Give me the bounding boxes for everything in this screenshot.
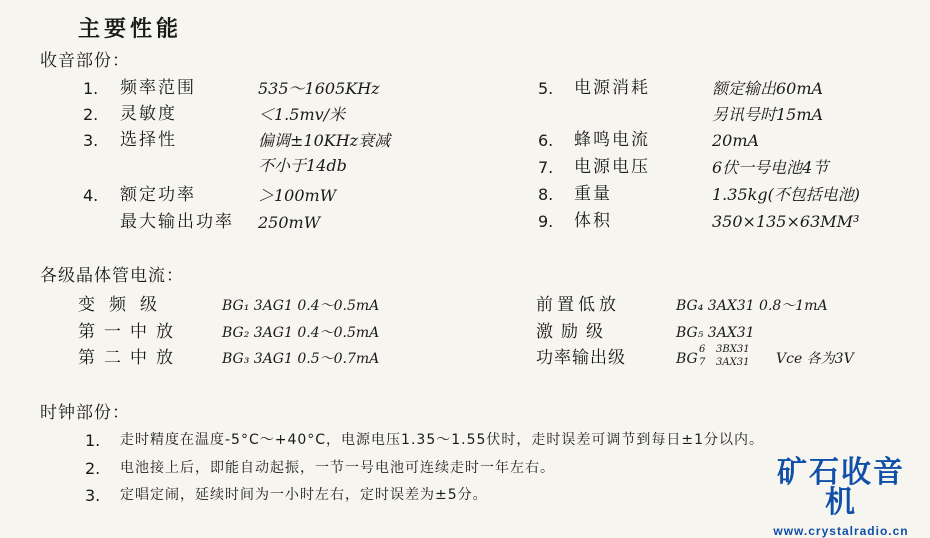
item-5-label: 电源消耗 bbox=[574, 78, 650, 98]
item-5-value: 额定输出60mA bbox=[712, 79, 824, 98]
site-watermark bbox=[762, 455, 920, 538]
item-3-value-continued: 不小于14db bbox=[258, 156, 347, 175]
watermark-url: www.crystalradio.cn bbox=[773, 524, 909, 538]
item-4-value: ＞100mW bbox=[258, 186, 337, 205]
transistor-row-label: 变频级 bbox=[78, 295, 171, 315]
item-1-number: 1. bbox=[83, 79, 99, 98]
clock-item-text: 定唱定闹，延续时间为一小时左右，定时误差为±5分。 bbox=[120, 487, 488, 503]
item-4-label-2: 最大输出功率 bbox=[120, 212, 234, 232]
receiver-heading: 收音部份： bbox=[40, 51, 130, 71]
bg-model-bottom: 3AX31 bbox=[716, 357, 750, 368]
transistor-row-label: 前置低放 bbox=[536, 295, 620, 315]
clock-item-number: 1. bbox=[85, 431, 101, 450]
transistors-heading: 各级晶体管电流： bbox=[40, 266, 184, 286]
vce-note: Vce 各为3V bbox=[776, 351, 854, 367]
watermark-logo-text: 矿石收音机 bbox=[777, 455, 905, 520]
transistor-row-label: 第一中放 bbox=[78, 322, 182, 342]
clock-item-text: 电池接上后，即能自动起振，一节一号电池可连续走时一年左右。 bbox=[120, 460, 555, 476]
item-2-number: 2. bbox=[83, 105, 99, 124]
bg-subscript-top: 6 bbox=[699, 344, 706, 355]
page-title: 主要性能 bbox=[78, 17, 183, 42]
item-7-number: 7. bbox=[538, 158, 554, 177]
clock-item-text: 走时精度在温度-5°C～+40°C，电源电压1.35～1.55伏时，走时误差可调节到每日±1分以内。 bbox=[120, 432, 765, 448]
item-4-value-2: 250mW bbox=[258, 213, 321, 232]
item-8-value: 1.35kg(不包括电池) bbox=[712, 185, 861, 204]
transistor-row-value: BG₄ 3AX31 0.8～1mA bbox=[676, 298, 828, 314]
clock-heading: 时钟部份： bbox=[40, 403, 130, 423]
item-4-label: 额定功率 bbox=[120, 185, 196, 205]
item-6-value: 20mA bbox=[712, 131, 760, 150]
item-9-label: 体积 bbox=[574, 211, 612, 231]
item-3-label: 选择性 bbox=[120, 130, 177, 150]
item-7-value: 6伏一号电池4节 bbox=[712, 158, 829, 177]
item-9-value: 350×135×63MM³ bbox=[712, 212, 860, 231]
clock-item-number: 2. bbox=[85, 459, 101, 478]
item-9-number: 9. bbox=[538, 212, 554, 231]
item-2-label: 灵敏度 bbox=[120, 104, 177, 124]
item-3-value: 偏调±10KHz衰减 bbox=[258, 131, 391, 150]
item-5-number: 5. bbox=[538, 79, 554, 98]
transistor-row-value: BG₅ 3AX31 bbox=[676, 325, 755, 341]
item-2-value: ＜1.5mv/米 bbox=[258, 105, 346, 124]
item-8-number: 8. bbox=[538, 185, 554, 204]
transistor-row-value: BG₁ 3AG1 0.4～0.5mA bbox=[222, 298, 380, 314]
transistor-row-value: BG₂ 3AG1 0.4～0.5mA bbox=[222, 325, 380, 341]
transistor-row-value: BG₃ 3AG1 0.5～0.7mA bbox=[222, 351, 380, 367]
item-6-label: 蜂鸣电流 bbox=[574, 130, 650, 150]
bg-6-7-prefix: BG bbox=[676, 351, 698, 367]
bg-model-top: 3BX31 bbox=[716, 344, 750, 355]
bg-subscript-bottom: 7 bbox=[699, 357, 706, 368]
item-4-number: 4. bbox=[83, 186, 99, 205]
item-5-value-continued: 另讯号时15mA bbox=[712, 105, 824, 124]
item-1-label: 频率范围 bbox=[120, 78, 196, 98]
clock-item-number: 3. bbox=[85, 486, 101, 505]
item-6-number: 6. bbox=[538, 131, 554, 150]
transistor-row-label: 功率输出级 bbox=[536, 348, 626, 368]
transistor-row-label: 第二中放 bbox=[78, 348, 182, 368]
transistor-row-label: 激励级 bbox=[536, 322, 611, 342]
item-7-label: 电源电压 bbox=[574, 157, 650, 177]
item-1-value: 535～1605KHz bbox=[258, 79, 380, 98]
item-3-number: 3. bbox=[83, 131, 99, 150]
item-8-label: 重量 bbox=[574, 184, 612, 204]
